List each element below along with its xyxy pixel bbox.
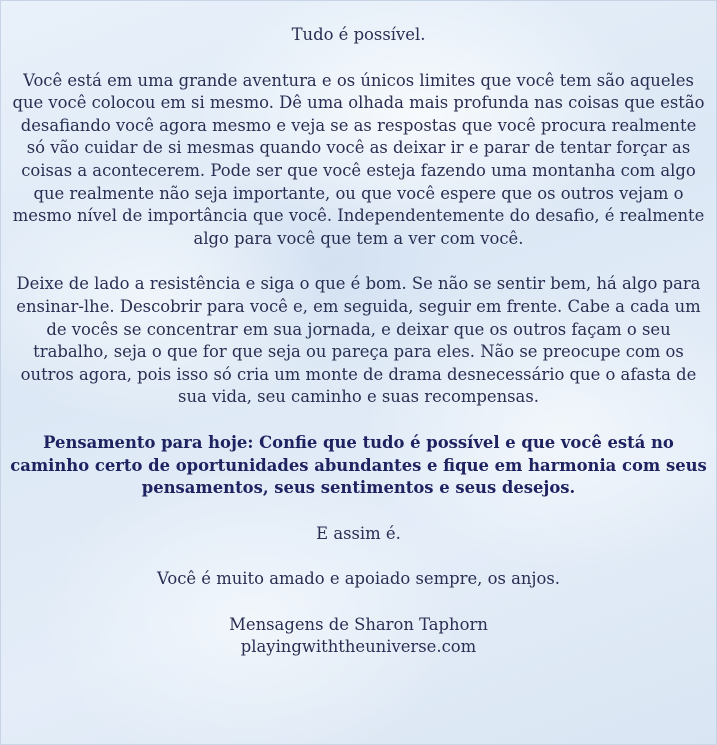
closing-line: E assim é.: [316, 523, 401, 543]
message-paragraph-2: Deixe de lado a resistência e siga o que é bom. Se não se sentir bem, há algo para ensinar-lhe. Descobrir para você e, em seguida, seguir em frente. Cabe a cada um de vocês se concentrar em sua jornada, e deixar que os outros façam o seu trabalho, seja o que for que seja ou pareça para eles. Não se preocupe com os outros agora, pois isso só cria um monte de drama desnecessário que o afasta de sua vida, seu caminho e suas recompensas.: [16, 274, 701, 407]
spacer: [10, 545, 707, 568]
signature-website: playingwiththeuniverse.com: [240, 637, 477, 657]
message-paragraph-1: Você está em uma grande aventura e os únicos limites que você tem são aqueles que você colocou em si mesmo. Dê uma olhada mais profunda nas coisas que estão desafiando você agora mesmo e veja se as respostas que você procura realmente só vão cuidar de si mesmas quando você as deixar ir e parar de tentar forçar as coisas a acontecerem. Pode ser que você esteja fazendo uma montanha com algo que realmente não seja importante, ou que você espere que os outros vejam o mesmo nível de importância que você. Independentemente do desafio, é realmente algo para você que tem a ver com você.: [12, 70, 705, 248]
message-title: Tudo é possível.: [291, 25, 426, 44]
spacer: [10, 250, 707, 273]
signature-author: Mensagens de Sharon Taphorn: [229, 614, 488, 634]
spacer: [10, 47, 707, 70]
spacer: [10, 500, 707, 523]
love-note: Você é muito amado e apoiado sempre, os anjos.: [157, 569, 560, 589]
spacer: [10, 409, 707, 432]
thought-for-today: Pensamento para hoje: Confie que tudo é possível e que você está no caminho certo de oportunidades abundantes e fique em harmonia com seus pensamentos, seus sentimentos e seus desejos.: [10, 432, 707, 498]
message-body: [10, 24, 707, 659]
spacer: [10, 591, 707, 614]
